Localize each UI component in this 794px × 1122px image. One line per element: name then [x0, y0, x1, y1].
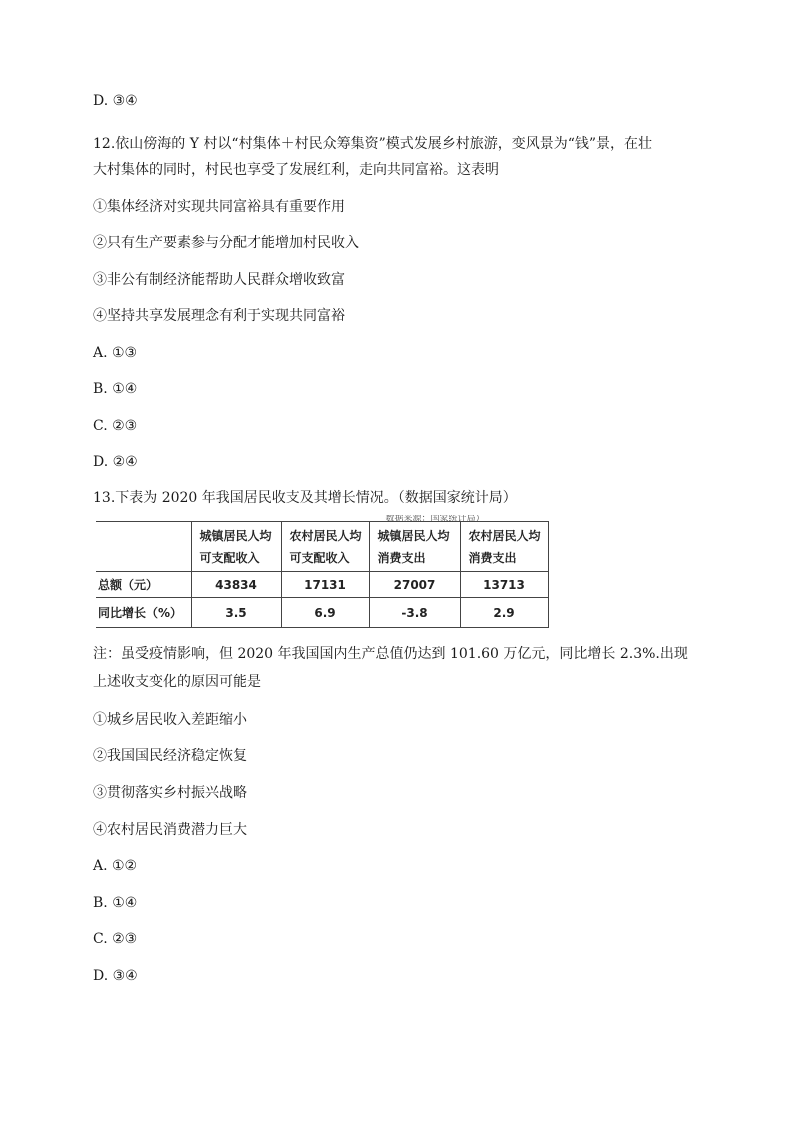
table-cell: 6.9	[281, 598, 369, 628]
table-cell: 17131	[281, 572, 369, 598]
q13-option-b: B. ①④	[93, 895, 138, 911]
table-col-header: 农村居民人均 可支配收入	[281, 522, 369, 572]
q11-option-d: D. ③④	[93, 93, 138, 109]
table-row	[96, 572, 548, 598]
q13-note-line1: 注：虽受疫情影响，但 2020 年我国国内生产总值仍达到 101.60 万亿元，同比增长 2.3%.出现	[93, 646, 688, 662]
q12-stem-line1: 12.依山傍海的 Y 村以“村集体＋村民众筹集资”模式发展乡村旅游，变风景为“钱”景，在壮	[93, 136, 653, 152]
table-col-header: 城镇居民人均 可支配收入	[191, 522, 281, 572]
table-clipped-header: 数据来源：国家统计局）	[385, 515, 485, 523]
table-col-header: 城镇居民人均 消费支出	[369, 522, 460, 572]
table-corner-cell	[96, 522, 191, 572]
table-row-label: 同比增长（%）	[96, 598, 191, 628]
q12-option-c: C. ②③	[93, 418, 138, 434]
table-col-header: 农村居民人均 消费支出	[460, 522, 548, 572]
q13-option-d: D. ③④	[93, 968, 138, 984]
table-row	[96, 598, 548, 628]
table-header-row	[96, 522, 548, 572]
table-cell: 27007	[369, 572, 460, 598]
q13-note-line2: 上述收支变化的原因可能是	[93, 674, 261, 690]
q13-statement-4: ④农村居民消费潜力巨大	[93, 822, 247, 838]
q12-statement-1: ①集体经济对实现共同富裕具有重要作用	[93, 199, 345, 215]
table-cell: -3.8	[369, 598, 460, 628]
q13-statement-3: ③贯彻落实乡村振兴战略	[93, 785, 247, 801]
table-cell: 13713	[460, 572, 548, 598]
q13-statement-2: ②我国国民经济稳定恢复	[93, 748, 247, 764]
q13-stem: 13.下表为 2020 年我国居民收支及其增长情况。（数据国家统计局）	[93, 490, 517, 506]
q12-statement-4: ④坚持共享发展理念有利于实现共同富裕	[93, 308, 345, 324]
table-row-label: 总额（元）	[96, 572, 191, 598]
income-expenditure-table	[96, 521, 549, 628]
table-cell: 43834	[191, 572, 281, 598]
table-cell: 2.9	[460, 598, 548, 628]
q12-statement-3: ③非公有制经济能帮助人民群众增收致富	[93, 272, 345, 288]
q13-option-a: A. ①②	[93, 858, 138, 874]
q13-option-c: C. ②③	[93, 931, 138, 947]
q12-statement-2: ②只有生产要素参与分配才能增加村民收入	[93, 235, 359, 251]
q13-statement-1: ①城乡居民收入差距缩小	[93, 712, 247, 728]
q12-stem-line2: 大村集体的同时，村民也享受了发展红利，走向共同富裕。这表明	[93, 162, 499, 178]
q12-option-a: A. ①③	[93, 345, 138, 361]
q12-option-d: D. ②④	[93, 454, 138, 470]
q12-option-b: B. ①④	[93, 381, 138, 397]
table-cell: 3.5	[191, 598, 281, 628]
